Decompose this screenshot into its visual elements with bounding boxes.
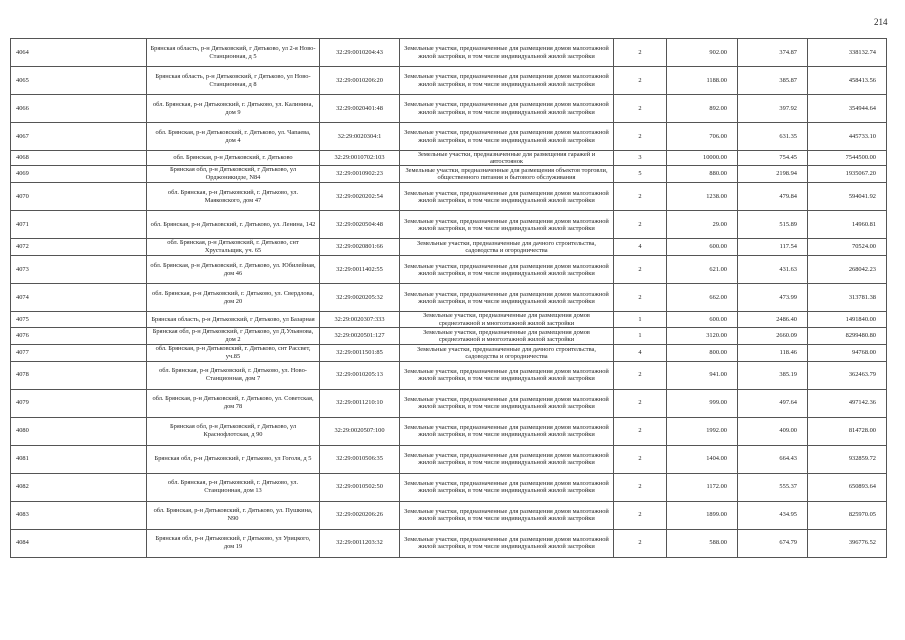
area-cell: 1188.00	[667, 67, 738, 95]
cadastral-number-cell: 32:29:0020501:127	[320, 327, 400, 344]
area-cell: 662.00	[667, 284, 738, 312]
area-cell: 1992.00	[667, 417, 738, 445]
use-group-cell: 2	[614, 284, 667, 312]
record-number-cell: 4069	[11, 166, 147, 183]
record-number-cell: 4079	[11, 389, 147, 417]
area-cell: 892.00	[667, 95, 738, 123]
unit-value-cell: 117.54	[738, 239, 808, 256]
use-group-cell: 2	[614, 473, 667, 501]
address-cell: обл. Брянская, р-н Дятьковский, г. Дятьково, ул. Юбилейная, дом 46	[147, 256, 320, 284]
land-use-cell: Земельные участки, предназначенные для размещения гаражей и автостоянок	[400, 151, 614, 166]
address-cell: Брянская область, р-н Дятьковский, г Дятьково, ул 2-я Ново-Станционная, д 5	[147, 39, 320, 67]
land-use-cell: Земельные участки, предназначенные для размещения домов малоэтажной жилой застройки, в том числе индивидуальной жилой застройки	[400, 445, 614, 473]
land-use-cell: Земельные участки, предназначенные для размещения домов малоэтажной жилой застройки, в том числе индивидуальной жилой застройки	[400, 95, 614, 123]
unit-value-cell: 674.79	[738, 529, 808, 557]
unit-value-cell: 2198.94	[738, 166, 808, 183]
area-cell: 941.00	[667, 361, 738, 389]
cadastral-number-cell: 32:29:0020304:1	[320, 123, 400, 151]
record-number-cell: 4076	[11, 327, 147, 344]
address-cell: обл. Брянская, р-н Дятьковский, г. Дятьково, ул. Советская, дом 78	[147, 389, 320, 417]
cadastral-value-cell: 338132.74	[808, 39, 887, 67]
use-group-cell: 2	[614, 417, 667, 445]
use-group-cell: 2	[614, 67, 667, 95]
area-cell: 621.00	[667, 256, 738, 284]
unit-value-cell: 515.89	[738, 211, 808, 239]
record-number-cell: 4075	[11, 312, 147, 327]
table-row	[11, 445, 887, 473]
address-cell: обл. Брянская, р-н Дятьковский, г. Дятьково	[147, 151, 320, 166]
cadastral-value-cell: 1935067.20	[808, 166, 887, 183]
address-cell: обл. Брянская, р-н Дятьковский, г. Дятьково, ул. Ново-Станционная, дом 7	[147, 361, 320, 389]
cadastral-value-table	[10, 38, 887, 558]
record-number-cell: 4064	[11, 39, 147, 67]
record-number-cell: 4082	[11, 473, 147, 501]
land-use-cell: Земельные участки, предназначенные для размещения домов малоэтажной жилой застройки, в том числе индивидуальной жилой застройки	[400, 284, 614, 312]
use-group-cell: 2	[614, 39, 667, 67]
record-number-cell: 4080	[11, 417, 147, 445]
cadastral-number-cell: 32:29:0011402:55	[320, 256, 400, 284]
cadastral-value-cell: 445733.10	[808, 123, 887, 151]
cadastral-value-cell: 458413.56	[808, 67, 887, 95]
unit-value-cell: 409.00	[738, 417, 808, 445]
land-use-cell: Земельные участки, предназначенные для размещения домов малоэтажной жилой застройки, в том числе индивидуальной жилой застройки	[400, 529, 614, 557]
record-number-cell: 4084	[11, 529, 147, 557]
cadastral-number-cell: 32:29:0010702:103	[320, 151, 400, 166]
cadastral-number-cell: 32:29:0020307:333	[320, 312, 400, 327]
table-row	[11, 183, 887, 211]
cadastral-value-cell: 354944.64	[808, 95, 887, 123]
unit-value-cell: 434.95	[738, 501, 808, 529]
table-row	[11, 256, 887, 284]
cadastral-value-cell: 650893.64	[808, 473, 887, 501]
unit-value-cell: 397.92	[738, 95, 808, 123]
cadastral-number-cell: 32:29:0010206:20	[320, 67, 400, 95]
table-row	[11, 327, 887, 344]
use-group-cell: 2	[614, 389, 667, 417]
address-cell: обл. Брянская, р-н Дятьковский, г. Дятьково, ул. Свердлова, дом 20	[147, 284, 320, 312]
cadastral-value-cell: 8299480.80	[808, 327, 887, 344]
area-cell: 1172.00	[667, 473, 738, 501]
table-row	[11, 473, 887, 501]
unit-value-cell: 497.64	[738, 389, 808, 417]
cadastral-number-cell: 32:29:0011210:10	[320, 389, 400, 417]
land-use-cell: Земельные участки, предназначенные для размещения домов малоэтажной жилой застройки, в том числе индивидуальной жилой застройки	[400, 501, 614, 529]
unit-value-cell: 473.99	[738, 284, 808, 312]
land-use-cell: Земельные участки, предназначенные для размещения домов малоэтажной жилой застройки, в том числе индивидуальной жилой застройки	[400, 389, 614, 417]
table-row	[11, 389, 887, 417]
record-number-cell: 4068	[11, 151, 147, 166]
cadastral-value-cell: 70524.00	[808, 239, 887, 256]
land-use-cell: Земельные участки, предназначенные для размещения домов малоэтажной жилой застройки, в том числе индивидуальной жилой застройки	[400, 473, 614, 501]
record-number-cell: 4077	[11, 344, 147, 361]
use-group-cell: 2	[614, 183, 667, 211]
cadastral-number-cell: 32:29:0020504:48	[320, 211, 400, 239]
page-number: 214	[874, 17, 888, 27]
use-group-cell: 2	[614, 501, 667, 529]
land-use-cell: Земельные участки, предназначенные для размещения домов малоэтажной жилой застройки, в том числе индивидуальной жилой застройки	[400, 183, 614, 211]
area-cell: 999.00	[667, 389, 738, 417]
land-use-cell: Земельные участки, предназначенные для размещения домов среднеэтажной и многоэтажной жилой застройки	[400, 327, 614, 344]
record-number-cell: 4071	[11, 211, 147, 239]
cadastral-value-cell: 7544500.00	[808, 151, 887, 166]
land-use-cell: Земельные участки, предназначенные для дачного строительства, садоводства и огородничества	[400, 239, 614, 256]
address-cell: Брянская обл, р-н Дятьковский, г Дятьково, ул Д.Ульянова, дом 2	[147, 327, 320, 344]
area-cell: 600.00	[667, 239, 738, 256]
record-number-cell: 4074	[11, 284, 147, 312]
address-cell: Брянская область, р-н Дятьковский, г Дятьково, ул Ново-Станционная, д 8	[147, 67, 320, 95]
table-row	[11, 529, 887, 557]
cadastral-value-cell: 362463.79	[808, 361, 887, 389]
record-number-cell: 4067	[11, 123, 147, 151]
table-row	[11, 123, 887, 151]
use-group-cell: 2	[614, 361, 667, 389]
use-group-cell: 2	[614, 95, 667, 123]
record-number-cell: 4072	[11, 239, 147, 256]
area-cell: 1404.00	[667, 445, 738, 473]
unit-value-cell: 479.84	[738, 183, 808, 211]
area-cell: 600.00	[667, 312, 738, 327]
address-cell: Брянская обл, р-н Дятьковский, г Дятьково, ул Краснофлотская, д 90	[147, 417, 320, 445]
unit-value-cell: 118.46	[738, 344, 808, 361]
land-use-cell: Земельные участки, предназначенные для размещения домов малоэтажной жилой застройки, в том числе индивидуальной жилой застройки	[400, 361, 614, 389]
address-cell: обл. Брянская, р-н Дятьковский, г. Дятьково, ул. Калинина, дом 9	[147, 95, 320, 123]
area-cell: 880.00	[667, 166, 738, 183]
use-group-cell: 5	[614, 166, 667, 183]
address-cell: обл. Брянская, р-н Дятьковский, г. Дятьково, ул. Чапаева, дом 4	[147, 123, 320, 151]
address-cell: обл. Брянская, р-н Дятьковский, г. Дятьково, ул. Пушкина, N90	[147, 501, 320, 529]
address-cell: обл. Брянская, р-н Дятьковский, г. Дятьково, снт Рассвет, уч.85	[147, 344, 320, 361]
cadastral-value-cell: 94768.00	[808, 344, 887, 361]
cadastral-number-cell: 32:29:0020801:66	[320, 239, 400, 256]
unit-value-cell: 555.37	[738, 473, 808, 501]
unit-value-cell: 2660.09	[738, 327, 808, 344]
table-row	[11, 344, 887, 361]
cadastral-value-cell: 814728.00	[808, 417, 887, 445]
area-cell: 588.00	[667, 529, 738, 557]
table-row	[11, 39, 887, 67]
record-number-cell: 4065	[11, 67, 147, 95]
cadastral-number-cell: 32:29:0020205:32	[320, 284, 400, 312]
cadastral-number-cell: 32:29:0010204:43	[320, 39, 400, 67]
unit-value-cell: 631.35	[738, 123, 808, 151]
cadastral-value-cell: 497142.36	[808, 389, 887, 417]
table-row	[11, 501, 887, 529]
table-row	[11, 67, 887, 95]
record-number-cell: 4073	[11, 256, 147, 284]
land-use-cell: Земельные участки, предназначенные для размещения домов малоэтажной жилой застройки, в том числе индивидуальной жилой застройки	[400, 211, 614, 239]
land-use-cell: Земельные участки, предназначенные для дачного строительства, садоводства и огородничества	[400, 344, 614, 361]
use-group-cell: 4	[614, 239, 667, 256]
table-row	[11, 417, 887, 445]
table-row	[11, 211, 887, 239]
record-number-cell: 4070	[11, 183, 147, 211]
cadastral-number-cell: 32:29:0011501:85	[320, 344, 400, 361]
address-cell: Брянская обл, р-н Дятьковский, г Дятьково, ул Орджоникидзе, N84	[147, 166, 320, 183]
address-cell: обл. Брянская, р-н Дятьковский, г. Дятьково, ул. Ленина, 142	[147, 211, 320, 239]
use-group-cell: 2	[614, 211, 667, 239]
area-cell: 10000.00	[667, 151, 738, 166]
address-cell: обл. Брянская, р-н Дятьковский, г. Дятьково, снт Хрустальщик, уч. 65	[147, 239, 320, 256]
area-cell: 3120.00	[667, 327, 738, 344]
cadastral-number-cell: 32:29:0011203:32	[320, 529, 400, 557]
address-cell: Брянская обл, р-н Дятьковский, г Дятьково, ул Урицкого, дом 19	[147, 529, 320, 557]
unit-value-cell: 385.19	[738, 361, 808, 389]
cadastral-value-cell: 594041.92	[808, 183, 887, 211]
address-cell: обл. Брянская, р-н Дятьковский, г. Дятьково, ул. Маяковского, дом 47	[147, 183, 320, 211]
address-cell: Брянская обл, р-н Дятьковский, г Дятьково, ул Гоголя, д 5	[147, 445, 320, 473]
table-row	[11, 166, 887, 183]
use-group-cell: 2	[614, 445, 667, 473]
table-row	[11, 151, 887, 166]
unit-value-cell: 374.87	[738, 39, 808, 67]
cadastral-value-cell: 268042.23	[808, 256, 887, 284]
record-number-cell: 4078	[11, 361, 147, 389]
cadastral-value-cell: 313781.38	[808, 284, 887, 312]
cadastral-number-cell: 32:29:0020507:100	[320, 417, 400, 445]
address-cell: обл. Брянская, р-н Дятьковский, г. Дятьково, ул. Станционная, дом 13	[147, 473, 320, 501]
record-number-cell: 4081	[11, 445, 147, 473]
cadastral-value-cell: 14960.81	[808, 211, 887, 239]
use-group-cell: 2	[614, 123, 667, 151]
use-group-cell: 2	[614, 529, 667, 557]
land-use-cell: Земельные участки, предназначенные для размещения домов малоэтажной жилой застройки, в том числе индивидуальной жилой застройки	[400, 39, 614, 67]
address-cell: Брянская область, р-н Дятьковский, г Дятьково, ул Базарная	[147, 312, 320, 327]
table-row	[11, 239, 887, 256]
cadastral-number-cell: 32:29:0010902:23	[320, 166, 400, 183]
area-cell: 29.00	[667, 211, 738, 239]
cadastral-value-cell: 932859.72	[808, 445, 887, 473]
use-group-cell: 4	[614, 344, 667, 361]
use-group-cell: 1	[614, 312, 667, 327]
use-group-cell: 1	[614, 327, 667, 344]
table-row	[11, 361, 887, 389]
area-cell: 800.00	[667, 344, 738, 361]
land-use-cell: Земельные участки, предназначенные для размещения домов малоэтажной жилой застройки, в том числе индивидуальной жилой застройки	[400, 123, 614, 151]
record-number-cell: 4066	[11, 95, 147, 123]
area-cell: 1899.00	[667, 501, 738, 529]
land-use-cell: Земельные участки, предназначенные для размещения объектов торговли, общественного питания и бытового обслуживания	[400, 166, 614, 183]
land-use-cell: Земельные участки, предназначенные для размещения домов малоэтажной жилой застройки, в том числе индивидуальной жилой застройки	[400, 417, 614, 445]
unit-value-cell: 431.63	[738, 256, 808, 284]
cadastral-number-cell: 32:29:0020206:26	[320, 501, 400, 529]
cadastral-value-cell: 1491840.00	[808, 312, 887, 327]
cadastral-number-cell: 32:29:0010205:13	[320, 361, 400, 389]
cadastral-number-cell: 32:29:0020401:48	[320, 95, 400, 123]
unit-value-cell: 754.45	[738, 151, 808, 166]
table-row	[11, 312, 887, 327]
table-body	[11, 39, 887, 558]
area-cell: 706.00	[667, 123, 738, 151]
area-cell: 1238.00	[667, 183, 738, 211]
table-row	[11, 284, 887, 312]
land-use-cell: Земельные участки, предназначенные для размещения домов среднеэтажной и многоэтажной жилой застройки	[400, 312, 614, 327]
use-group-cell: 3	[614, 151, 667, 166]
cadastral-value-cell: 825970.05	[808, 501, 887, 529]
cadastral-value-cell: 396776.52	[808, 529, 887, 557]
use-group-cell: 2	[614, 256, 667, 284]
record-number-cell: 4083	[11, 501, 147, 529]
land-use-cell: Земельные участки, предназначенные для размещения домов малоэтажной жилой застройки, в том числе индивидуальной жилой застройки	[400, 67, 614, 95]
cadastral-number-cell: 32:29:0010506:35	[320, 445, 400, 473]
table-row	[11, 95, 887, 123]
unit-value-cell: 2486.40	[738, 312, 808, 327]
area-cell: 902.00	[667, 39, 738, 67]
land-use-cell: Земельные участки, предназначенные для размещения домов малоэтажной жилой застройки, в том числе индивидуальной жилой застройки	[400, 256, 614, 284]
unit-value-cell: 385.87	[738, 67, 808, 95]
unit-value-cell: 664.43	[738, 445, 808, 473]
cadastral-number-cell: 32:29:0020202:54	[320, 183, 400, 211]
cadastral-number-cell: 32:29:0010502:50	[320, 473, 400, 501]
